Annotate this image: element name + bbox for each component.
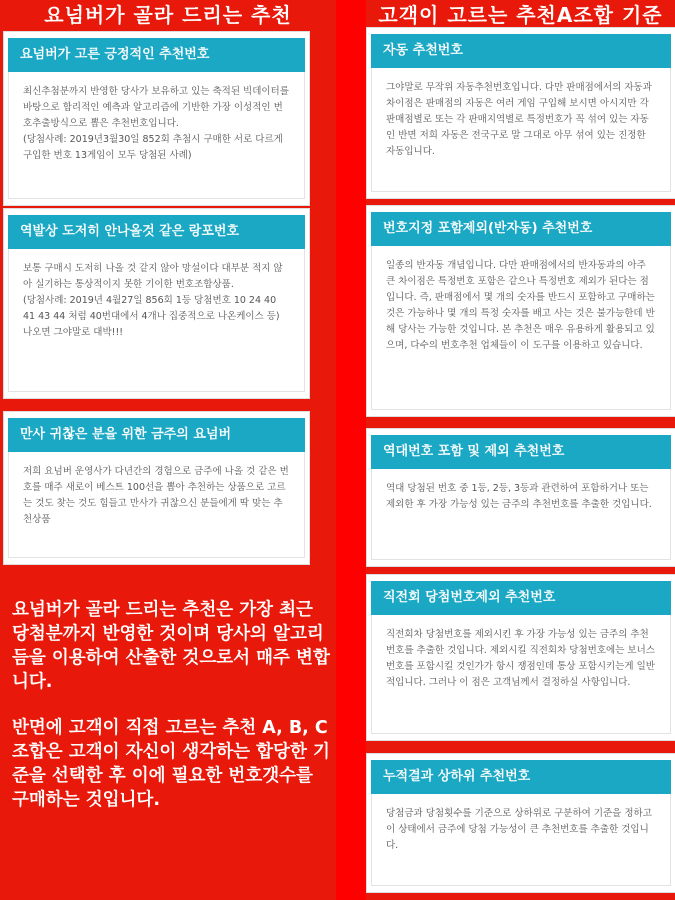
card-title: 자동 추천번호 bbox=[371, 34, 671, 68]
card-title: 역발상 도저히 안나올것 같은 랑포번호 bbox=[8, 215, 305, 249]
card-body: 직전회차 당첨번호를 제외시킨 후 가장 가능성 있는 금주의 추천번호를 추출한 것입니다. 제외시킬 직전회차 당첨번호에는 보너스번호를 포함시킬 것인가가 항시 쟁점인데 통상 포함시키는게 일반적입니다. 그러나 이 점은 고객님께서 결정하실 사항입니다. bbox=[371, 615, 671, 734]
center-divider bbox=[336, 0, 366, 900]
card-title: 역대번호 포함 및 제외 추천번호 bbox=[371, 435, 671, 469]
card-body: 당첨금과 당첨횟수를 기준으로 상하위로 구분하여 기준을 정하고 이 상태에서 금주에 당첨 가능성이 큰 추천번호를 추출한 것입니다. bbox=[371, 794, 671, 886]
explanation-paragraph-2: 반면에 고객이 직접 고르는 추천 A, B, C조합은 고객이 자신이 생각하는 합당한 기준을 선택한 후 이에 필요한 번호갯수를 구매하는 것입니다. bbox=[12, 718, 330, 810]
card-body: 일종의 반자동 개념입니다. 다만 판매점에서의 반자동과의 아주 큰 차이점은 특정번호 포함은 같으나 특정번호 제외가 된다는 점입니다. 즉, 판매점에서 몇 개의 숫자를 반드시 포함하고 구매하는 것은 가능하나 몇 개의 특정 숫자를 배고 사는 것은 불가능한데 반해 당사는 가능한 것입니다. 본 추천은 매우 유용하게 활용되고 있으며, 다수의 번호추천 업체들이 이 도구를 이용하고 있습니다. bbox=[371, 246, 671, 410]
card-auto-numbers bbox=[367, 28, 675, 198]
card-reverse-numbers bbox=[4, 209, 309, 398]
card-exclude-last-numbers bbox=[367, 575, 675, 740]
card-title: 누적결과 상하위 추천번호 bbox=[371, 760, 671, 794]
right-header: 고객이 고르는 추천A조합 기준 bbox=[378, 3, 663, 27]
explanation-text bbox=[12, 598, 332, 812]
card-title: 만사 귀찮은 분을 위한 금주의 요넘버 bbox=[8, 418, 305, 452]
card-body: 보통 구매시 도저히 나올 것 같지 않아 망설이다 대부분 적지 않아 실기하는 통상적이지 못한 기이한 번호조합상품. (당첨사례: 2019년 4월27일 856회 1등 당첨번호 10 24 40 41 43 44 처럼 40번대에서 4개나 집중적으로 나온케이스 등) 나오면 그야말로 대박!!! bbox=[8, 249, 305, 392]
card-semi-auto-numbers bbox=[367, 206, 675, 416]
card-weekly-numbers bbox=[4, 412, 309, 564]
card-positive-numbers bbox=[4, 32, 309, 205]
card-body: 최신추첨분까지 반영한 당사가 보유하고 있는 축적된 빅데이터를 바탕으로 합리적인 예측과 알고리즘에 기반한 가장 이성적인 번호추출방식으로 뽑은 추천번호입니다. (당첨사례: 2019년3월30일 852회 추첨시 구매한 서로 다르게 구입한 번호 13게임이 모두 당첨된 사례) bbox=[8, 72, 305, 199]
card-title: 직전회 당첨번호제외 추천번호 bbox=[371, 581, 671, 615]
card-title: 번호지정 포함제외(반자동) 추천번호 bbox=[371, 212, 671, 246]
explanation-paragraph-1: 요넘버가 골라 드리는 추천은 가장 최근 당첨분까지 반영한 것이며 당사의 알고리듬을 이용하여 산출한 것으로서 매주 변합니다. bbox=[12, 600, 330, 692]
left-header: 요넘버가 골라 드리는 추천 bbox=[44, 3, 292, 27]
card-body: 저희 요넘버 운영사가 다년간의 경험으로 금주에 나올 것 같은 번호를 매주 새로이 베스트 100선을 뽑아 추천하는 상품으로 고르는 것도 찾는 것도 힘들고 만사가 귀찮으신 분들에게 딱 맞는 추천상품 bbox=[8, 452, 305, 558]
card-body: 그야말로 무작위 자동추천번호입니다. 다만 판매점에서의 자동과 차이점은 판매점의 자동은 여러 게임 구입해 보시면 아시지만 각 판매점별로 또는 각 판매지역별로 특정번호가 꼭 섞여 있는 자동인 반면 저희 자동은 전국구로 말 그대로 아무 섞여 있는 진정한 자동입니다. bbox=[371, 68, 671, 192]
card-body: 역대 당첨된 번호 중 1등, 2등, 3등과 관련하여 포함하거나 또는 제외한 후 가장 가능성 있는 금주의 추천번호를 추출한 것입니다. bbox=[371, 469, 671, 560]
card-history-numbers bbox=[367, 429, 675, 566]
card-title: 요넘버가 고른 긍정적인 추천번호 bbox=[8, 38, 305, 72]
card-cumulative-numbers bbox=[367, 754, 675, 892]
